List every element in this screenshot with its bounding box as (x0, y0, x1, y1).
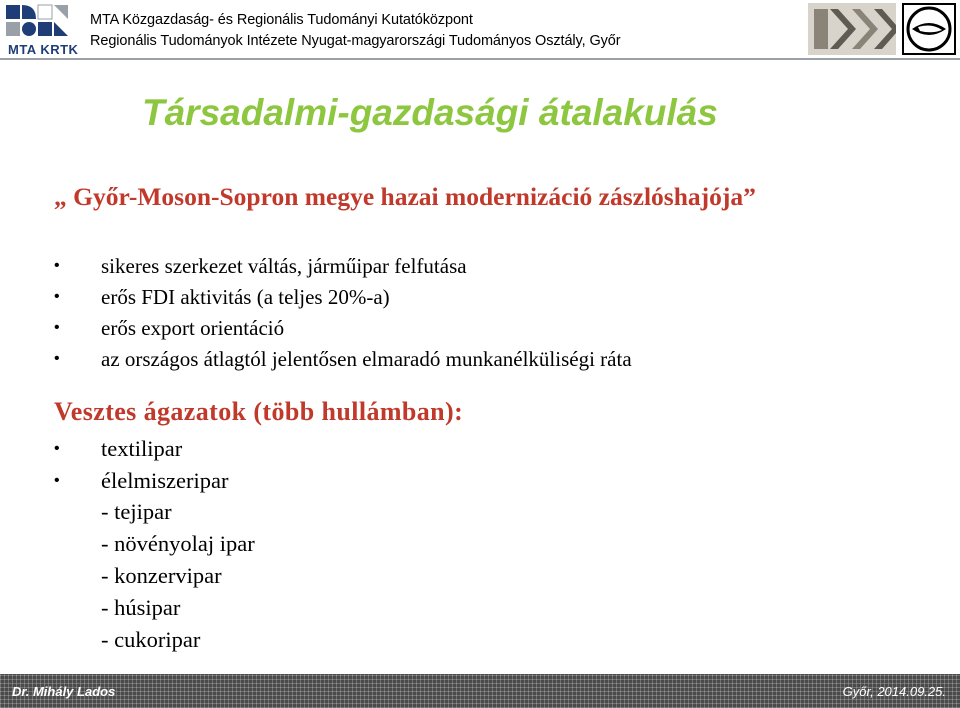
round-emblem-logo (902, 3, 956, 55)
header-divider (0, 58, 960, 60)
logo-text-mta: MTA (8, 42, 37, 57)
bullet-icon: • (54, 288, 60, 305)
slide-title: Társadalmi-gazdasági átalakulás (142, 92, 718, 133)
round-emblem-icon (902, 3, 956, 55)
mta-krtk-logo-icon (4, 3, 72, 41)
list-item-text: textilipar (101, 436, 183, 461)
sub-list-item: - tejipar (101, 499, 172, 524)
section-title-losing-sectors: Vesztes ágazatok (több hullámban): (54, 397, 464, 426)
sub-list-item: - növényolaj ipar (101, 531, 255, 556)
slide-header (0, 0, 960, 62)
institution-department: Regionális Tudományok Intézete Nyugat-magyarországi Tudományos Osztály, Győr (90, 33, 621, 49)
institution-name: MTA Közgazdaság- és Regionális Tudományi Kutatóközpont (90, 12, 473, 28)
list-item-text: az országos átlagtól jelentősen elmaradó munkanélküliségi ráta (101, 347, 632, 371)
sub-list-item: - konzervipar (101, 563, 222, 588)
list-item-text: sikeres szerkezet váltás, járműipar felfutása (101, 254, 467, 278)
bullet-icon: • (54, 319, 60, 336)
logo-text-krtk: KRTK (40, 42, 79, 57)
bullet-icon: • (54, 440, 60, 457)
bullet-icon: • (54, 472, 60, 489)
bullet-icon: • (54, 257, 60, 274)
mta-krtk-logo-text (8, 42, 78, 57)
slide-subtitle: „ Győr-Moson-Sopron megye hazai modernizáció zászlóshajója” (54, 182, 756, 211)
footer-author: Dr. Mihály Lados (12, 684, 116, 699)
list-item-text: erős export orientáció (101, 316, 285, 340)
sub-list-item: - cukoripar (101, 627, 201, 652)
rkk-logo-icon (808, 3, 896, 55)
list-item-text: erős FDI aktivitás (a teljes 20%-a) (101, 285, 390, 309)
list-item-text: élelmiszeripar (101, 468, 229, 493)
rkk-logo (808, 3, 896, 55)
mta-krtk-logo (4, 3, 79, 57)
footer-date: Győr, 2014.09.25. (842, 684, 946, 699)
bullet-icon: • (54, 350, 60, 367)
slide-footer (0, 674, 960, 708)
sub-list-item: - húsipar (101, 595, 181, 620)
